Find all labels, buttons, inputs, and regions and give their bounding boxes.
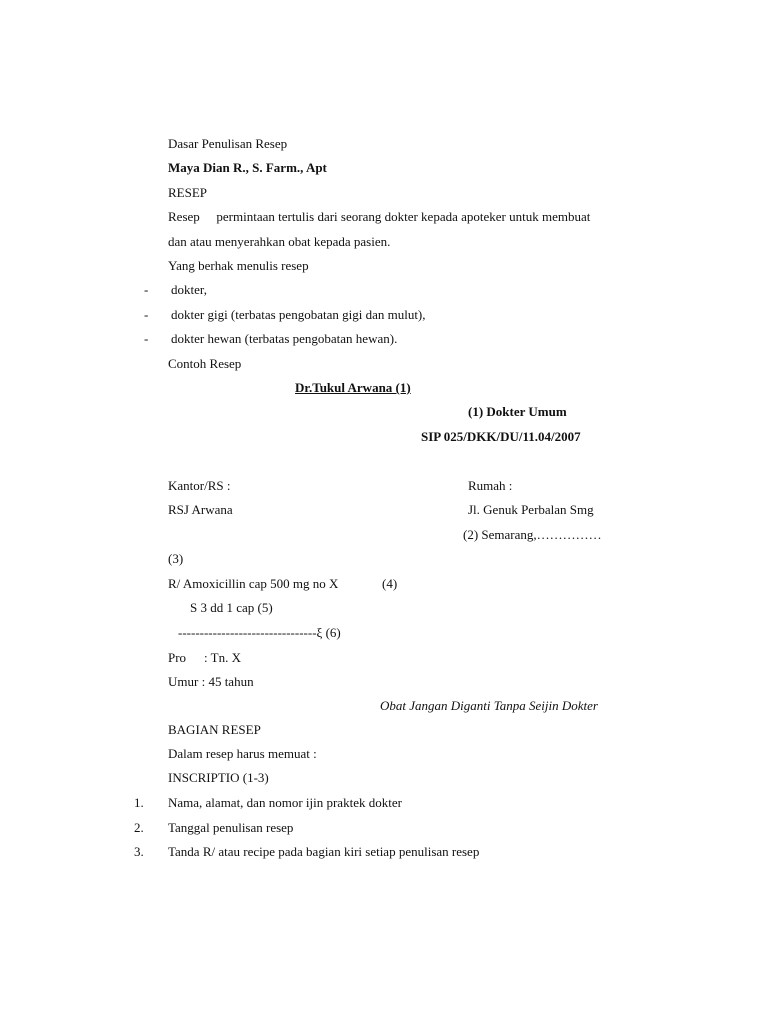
patient-age: Umur : 45 tahun	[168, 674, 254, 689]
list-item-text: dokter gigi (terbatas pengobatan gigi dan mulut),	[171, 307, 426, 322]
office-label: Kantor/RS :	[168, 478, 231, 493]
list-item-text: dokter hewan (terbatas pengobatan hewan).	[171, 331, 398, 346]
section-heading-resep: RESEP	[168, 185, 208, 200]
bullet-dash: -	[144, 307, 149, 322]
bullet-dash: -	[144, 331, 149, 346]
document-title: Dasar Penulisan Resep	[168, 136, 288, 151]
list-number: 1.	[134, 795, 144, 810]
closing-line: --------------------------------ξ (6)	[178, 625, 341, 640]
office-value: RSJ Arwana	[168, 502, 233, 517]
rx-line: R/ Amoxicillin cap 500 mg no X	[168, 576, 339, 591]
doctor-type: (1) Dokter Umum	[468, 404, 567, 419]
doctor-sip: SIP 025/DKK/DU/11.04/2007	[421, 429, 581, 444]
mark-3: (3)	[168, 551, 184, 566]
patient-name: : Tn. X	[204, 650, 241, 665]
doctor-name: Dr.Tukul Arwana (1)	[295, 380, 411, 395]
home-address: Jl. Genuk Perbalan Smg	[468, 502, 594, 517]
authorized-heading: Yang berhak menulis resep	[168, 258, 309, 273]
list-item-text: dokter,	[171, 282, 207, 297]
list-number: 3.	[134, 844, 144, 859]
mark-4: (4)	[382, 576, 398, 591]
list-number: 2.	[134, 820, 144, 835]
patient-label: Pro	[168, 650, 187, 665]
substitution-warning: Obat Jangan Diganti Tanpa Seijin Dokter	[380, 698, 598, 713]
author-line: Maya Dian R., S. Farm., Apt	[168, 160, 327, 175]
list-item-text: Nama, alamat, dan nomor ijin praktek dokter	[168, 795, 402, 810]
parts-intro: Dalam resep harus memuat :	[168, 746, 317, 761]
definition-line-2: dan atau menyerahkan obat kepada pasien.	[168, 234, 391, 249]
inscriptio-heading: INSCRIPTIO (1-3)	[168, 770, 269, 785]
signa-line: S 3 dd 1 cap (5)	[190, 600, 273, 615]
list-item-text: Tanggal penulisan resep	[168, 820, 294, 835]
parts-heading: BAGIAN RESEP	[168, 722, 261, 737]
home-label: Rumah :	[468, 478, 513, 493]
definition-line-1: Resep permintaan tertulis dari seorang dokter kepada apoteker untuk membuat	[168, 209, 577, 224]
city-date: (2) Semarang,……………	[463, 527, 602, 542]
list-item-text: Tanda R/ atau recipe pada bagian kiri setiap penulisan resep	[168, 844, 480, 859]
bullet-dash: -	[144, 282, 149, 297]
example-heading: Contoh Resep	[168, 356, 242, 371]
